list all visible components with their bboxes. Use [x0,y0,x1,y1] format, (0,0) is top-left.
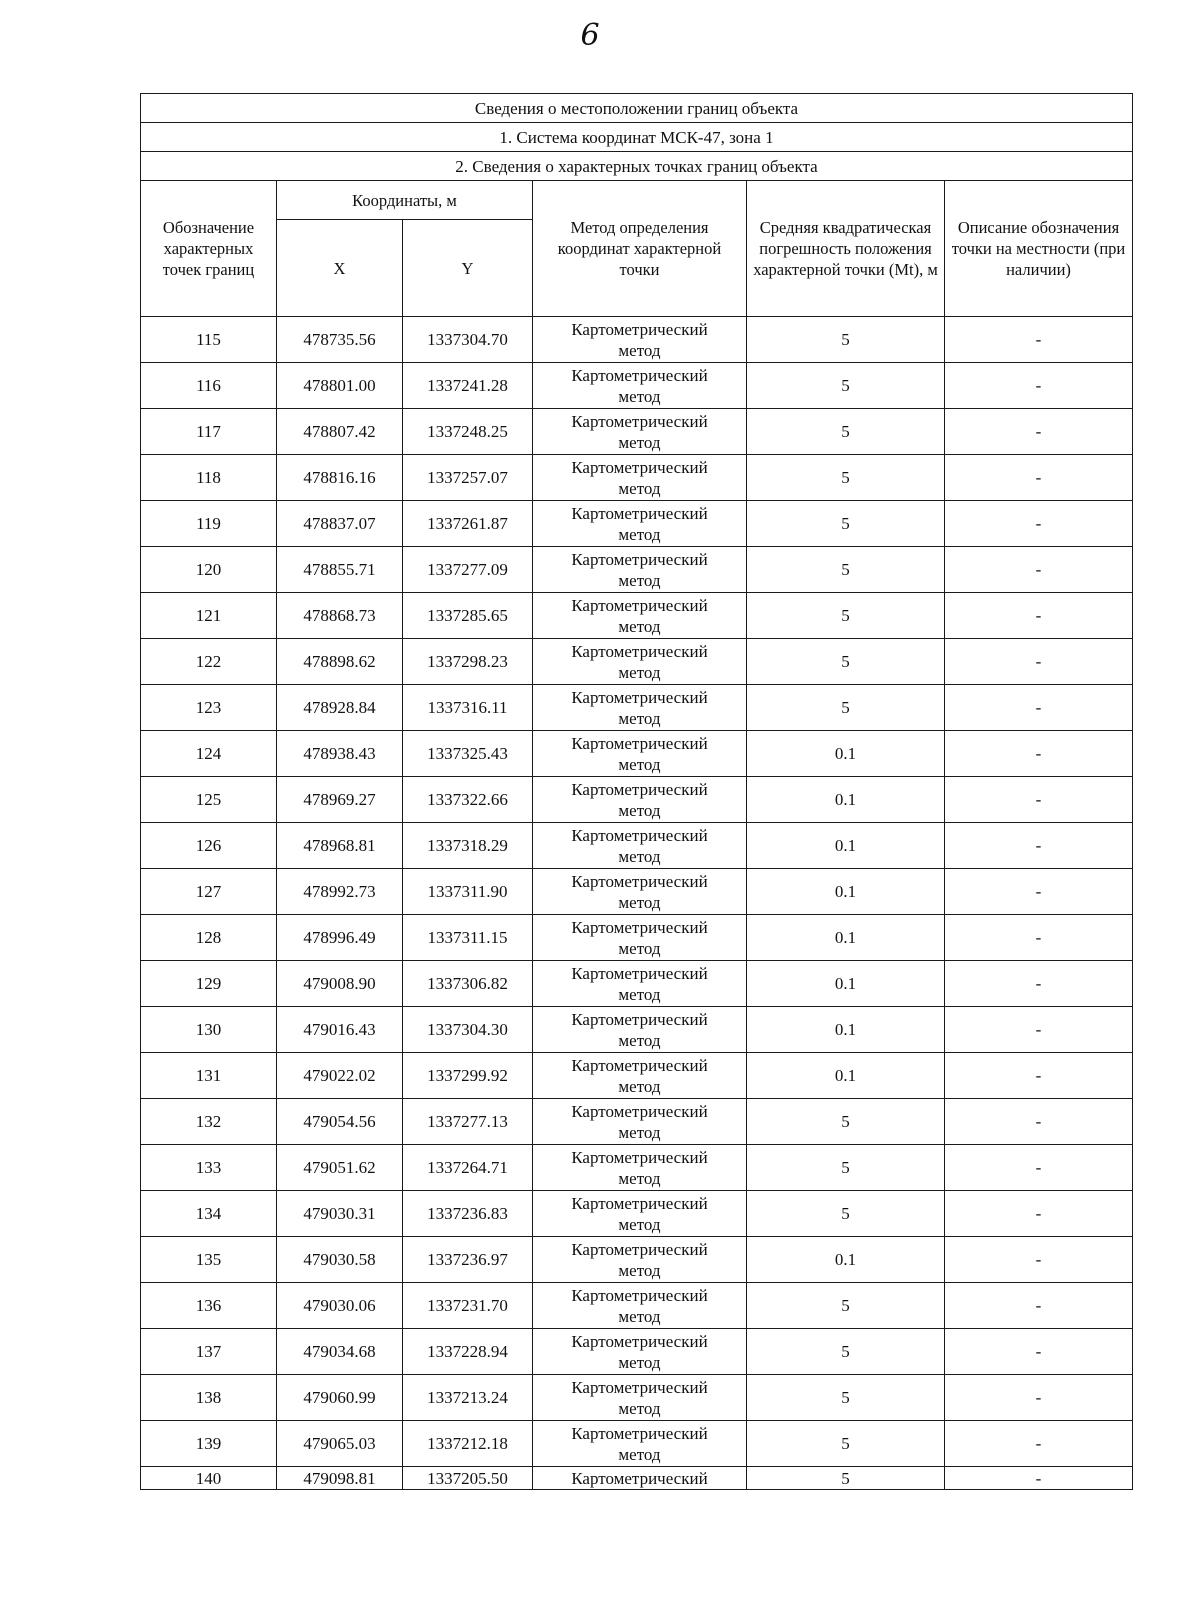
error-value: 0.1 [747,1237,945,1283]
error-value: 5 [747,639,945,685]
point-number: 122 [141,639,277,685]
point-number: 121 [141,593,277,639]
coord-y: 1337304.70 [403,317,533,363]
method-line-2: метод [618,1260,661,1280]
header-description: Описание обозначения точки на местности (при наличии) [945,181,1133,317]
table-row [141,501,1133,547]
method-line-2: метод [618,1306,661,1326]
method-cell [533,455,747,501]
point-number: 136 [141,1283,277,1329]
coord-y: 1337322.66 [403,777,533,823]
method-cell [533,501,747,547]
coord-x: 478807.42 [277,409,403,455]
point-description: - [945,1053,1133,1099]
method-line-2: метод [618,662,661,682]
method-line-2: метод [618,708,661,728]
coord-y: 1337236.83 [403,1191,533,1237]
boundary-points-table [140,93,1133,1490]
point-number: 135 [141,1237,277,1283]
method-line-2: метод [618,1168,661,1188]
coord-x: 478928.84 [277,685,403,731]
method-line-1: Картометрический [571,595,708,615]
table-row [141,1145,1133,1191]
page-number: 6 [580,18,600,53]
header-method: Метод определения координат характерной точки [533,181,747,317]
method-line-1: Картометрический [571,503,708,523]
table-row [141,1237,1133,1283]
point-description: - [945,1283,1133,1329]
point-number: 126 [141,823,277,869]
method-cell [533,1237,747,1283]
point-description: - [945,363,1133,409]
coord-x: 478969.27 [277,777,403,823]
point-description: - [945,1191,1133,1237]
error-value: 5 [747,1375,945,1421]
coord-y: 1337261.87 [403,501,533,547]
method-cell [533,1099,747,1145]
method-cell [533,363,747,409]
points-heading: 2. Сведения о характерных точках границ объекта [141,152,1133,181]
error-value: 5 [747,1329,945,1375]
point-description: - [945,317,1133,363]
coord-x: 479008.90 [277,961,403,1007]
method-line-2: метод [618,1030,661,1050]
coord-x: 478801.00 [277,363,403,409]
error-value: 0.1 [747,915,945,961]
method-line-2: метод [618,570,661,590]
table-row [141,317,1133,363]
error-value: 5 [747,455,945,501]
method-line-2: метод [618,478,661,498]
error-value: 0.1 [747,823,945,869]
error-value: 5 [747,409,945,455]
coord-y: 1337212.18 [403,1421,533,1467]
table-row [141,915,1133,961]
point-description: - [945,1145,1133,1191]
coord-y: 1337277.09 [403,547,533,593]
method-line-1: Картометрический [571,733,708,753]
point-number: 124 [141,731,277,777]
table-title-row [141,94,1133,123]
method-line-2: метод [618,1076,661,1096]
method-cell [533,1421,747,1467]
point-number: 115 [141,317,277,363]
point-number: 127 [141,869,277,915]
table-row [141,1421,1133,1467]
method-line-1: Картометрический [571,1468,708,1488]
coord-y: 1337311.15 [403,915,533,961]
table-row [141,731,1133,777]
method-line-2: метод [618,1352,661,1372]
method-line-1: Картометрический [571,1423,708,1443]
coord-x: 479034.68 [277,1329,403,1375]
method-cell [533,1145,747,1191]
method-line-2: метод [618,892,661,912]
method-cell [533,1191,747,1237]
table-row [141,547,1133,593]
point-number: 140 [141,1467,277,1490]
point-number: 116 [141,363,277,409]
point-number: 130 [141,1007,277,1053]
error-value: 0.1 [747,777,945,823]
table-row [141,869,1133,915]
method-line-2: метод [618,524,661,544]
coord-x: 479051.62 [277,1145,403,1191]
point-description: - [945,685,1133,731]
table-row [141,777,1133,823]
method-line-2: метод [618,616,661,636]
error-value: 0.1 [747,961,945,1007]
method-line-1: Картометрический [571,963,708,983]
method-line-1: Картометрический [571,1101,708,1121]
point-description: - [945,593,1133,639]
point-number: 134 [141,1191,277,1237]
method-line-1: Картометрический [571,1377,708,1397]
point-description: - [945,639,1133,685]
point-description: - [945,961,1133,1007]
coord-y: 1337257.07 [403,455,533,501]
point-number: 118 [141,455,277,501]
method-line-1: Картометрический [571,871,708,891]
point-description: - [945,915,1133,961]
coord-y: 1337304.30 [403,1007,533,1053]
coord-x: 478855.71 [277,547,403,593]
table-row [141,363,1133,409]
header-x: X [277,220,403,317]
coord-y: 1337213.24 [403,1375,533,1421]
coord-x: 478868.73 [277,593,403,639]
table-row [141,639,1133,685]
error-value: 5 [747,1191,945,1237]
coord-y: 1337325.43 [403,731,533,777]
method-line-2: метод [618,800,661,820]
coord-x: 479022.02 [277,1053,403,1099]
point-description: - [945,1007,1133,1053]
error-value: 0.1 [747,869,945,915]
table-row [141,1007,1133,1053]
coord-y: 1337231.70 [403,1283,533,1329]
point-description: - [945,1237,1133,1283]
coord-system-row [141,123,1133,152]
method-line-1: Картометрический [571,411,708,431]
coord-y: 1337277.13 [403,1099,533,1145]
point-description: - [945,823,1133,869]
method-cell [533,823,747,869]
table-row [141,409,1133,455]
method-cell [533,777,747,823]
point-number: 117 [141,409,277,455]
point-description: - [945,777,1133,823]
method-line-1: Картометрический [571,917,708,937]
method-line-2: метод [618,1444,661,1464]
method-cell [533,1007,747,1053]
coord-y: 1337318.29 [403,823,533,869]
header-point-designation: Обозначение характерных точек границ [141,181,277,317]
method-cell [533,1053,747,1099]
method-line-1: Картометрический [571,825,708,845]
coord-x: 478898.62 [277,639,403,685]
method-line-1: Картометрический [571,1055,708,1075]
method-cell [533,731,747,777]
coord-x: 479065.03 [277,1421,403,1467]
point-number: 123 [141,685,277,731]
table-row [141,1191,1133,1237]
table-row [141,593,1133,639]
header-y: Y [403,220,533,317]
error-value: 5 [747,1467,945,1490]
point-description: - [945,1375,1133,1421]
table-row [141,961,1133,1007]
coord-x: 479016.43 [277,1007,403,1053]
coord-x: 478938.43 [277,731,403,777]
coord-x: 478816.16 [277,455,403,501]
error-value: 5 [747,501,945,547]
point-description: - [945,501,1133,547]
coord-x: 478837.07 [277,501,403,547]
method-cell [533,1467,747,1490]
method-cell [533,869,747,915]
method-line-2: метод [618,1214,661,1234]
point-description: - [945,547,1133,593]
table-title: Сведения о местоположении границ объекта [141,94,1133,123]
method-line-2: метод [618,754,661,774]
method-line-2: метод [618,432,661,452]
coord-y: 1337236.97 [403,1237,533,1283]
coord-y: 1337205.50 [403,1467,533,1490]
method-line-2: метод [618,1398,661,1418]
header-error: Средняя квадратическая погрешность положения характерной точки (Mt), м [747,181,945,317]
coord-y: 1337285.65 [403,593,533,639]
coord-x: 479060.99 [277,1375,403,1421]
method-cell [533,1329,747,1375]
method-line-2: метод [618,984,661,1004]
method-line-2: метод [618,938,661,958]
error-value: 5 [747,1421,945,1467]
method-line-1: Картометрический [571,1147,708,1167]
method-line-1: Картометрический [571,457,708,477]
point-description: - [945,1329,1133,1375]
points-heading-row [141,152,1133,181]
table-row [141,1375,1133,1421]
error-value: 5 [747,685,945,731]
coord-x: 479098.81 [277,1467,403,1490]
method-cell [533,961,747,1007]
coord-x: 479030.31 [277,1191,403,1237]
method-line-2: метод [618,386,661,406]
error-value: 0.1 [747,731,945,777]
error-value: 0.1 [747,1053,945,1099]
method-line-1: Картометрический [571,365,708,385]
method-line-1: Картометрический [571,549,708,569]
point-description: - [945,869,1133,915]
table-row [141,1467,1133,1490]
point-description: - [945,1467,1133,1490]
point-number: 120 [141,547,277,593]
point-number: 128 [141,915,277,961]
error-value: 5 [747,317,945,363]
method-cell [533,639,747,685]
point-number: 133 [141,1145,277,1191]
coord-x: 479030.58 [277,1237,403,1283]
method-line-1: Картометрический [571,1009,708,1029]
coord-system-label: 1. Система координат МСК-47, зона 1 [141,123,1133,152]
method-cell [533,915,747,961]
method-cell [533,317,747,363]
coord-y: 1337316.11 [403,685,533,731]
method-line-1: Картометрический [571,1285,708,1305]
method-cell [533,1375,747,1421]
error-value: 5 [747,363,945,409]
point-number: 138 [141,1375,277,1421]
point-number: 125 [141,777,277,823]
table-row [141,1099,1133,1145]
coord-y: 1337228.94 [403,1329,533,1375]
coord-x: 478996.49 [277,915,403,961]
table-row [141,685,1133,731]
point-description: - [945,455,1133,501]
method-cell [533,1283,747,1329]
coord-x: 478968.81 [277,823,403,869]
method-line-2: метод [618,846,661,866]
point-description: - [945,409,1133,455]
table-row [141,823,1133,869]
error-value: 5 [747,1145,945,1191]
coord-y: 1337264.71 [403,1145,533,1191]
error-value: 0.1 [747,1007,945,1053]
header-row-1 [141,181,1133,220]
coord-y: 1337248.25 [403,409,533,455]
point-number: 139 [141,1421,277,1467]
coord-y: 1337299.92 [403,1053,533,1099]
error-value: 5 [747,1099,945,1145]
table-row [141,1283,1133,1329]
method-line-1: Картометрический [571,319,708,339]
coord-x: 478992.73 [277,869,403,915]
error-value: 5 [747,547,945,593]
method-cell [533,685,747,731]
header-coordinates: Координаты, м [277,181,533,220]
method-cell [533,409,747,455]
point-description: - [945,731,1133,777]
coord-x: 479054.56 [277,1099,403,1145]
point-number: 137 [141,1329,277,1375]
method-line-2: метод [618,340,661,360]
table-row [141,1329,1133,1375]
coord-y: 1337311.90 [403,869,533,915]
error-value: 5 [747,1283,945,1329]
coord-x: 479030.06 [277,1283,403,1329]
point-number: 132 [141,1099,277,1145]
method-cell [533,547,747,593]
table-row [141,455,1133,501]
point-description: - [945,1099,1133,1145]
method-cell [533,593,747,639]
coord-y: 1337298.23 [403,639,533,685]
point-number: 119 [141,501,277,547]
method-line-2: метод [618,1122,661,1142]
coord-y: 1337306.82 [403,961,533,1007]
table-row [141,1053,1133,1099]
method-line-1: Картометрический [571,1239,708,1259]
method-line-1: Картометрический [571,1193,708,1213]
point-description: - [945,1421,1133,1467]
coord-y: 1337241.28 [403,363,533,409]
method-line-1: Картометрический [571,1331,708,1351]
point-number: 131 [141,1053,277,1099]
point-number: 129 [141,961,277,1007]
method-line-1: Картометрический [571,641,708,661]
method-line-1: Картометрический [571,779,708,799]
error-value: 5 [747,593,945,639]
coord-x: 478735.56 [277,317,403,363]
method-line-1: Картометрический [571,687,708,707]
